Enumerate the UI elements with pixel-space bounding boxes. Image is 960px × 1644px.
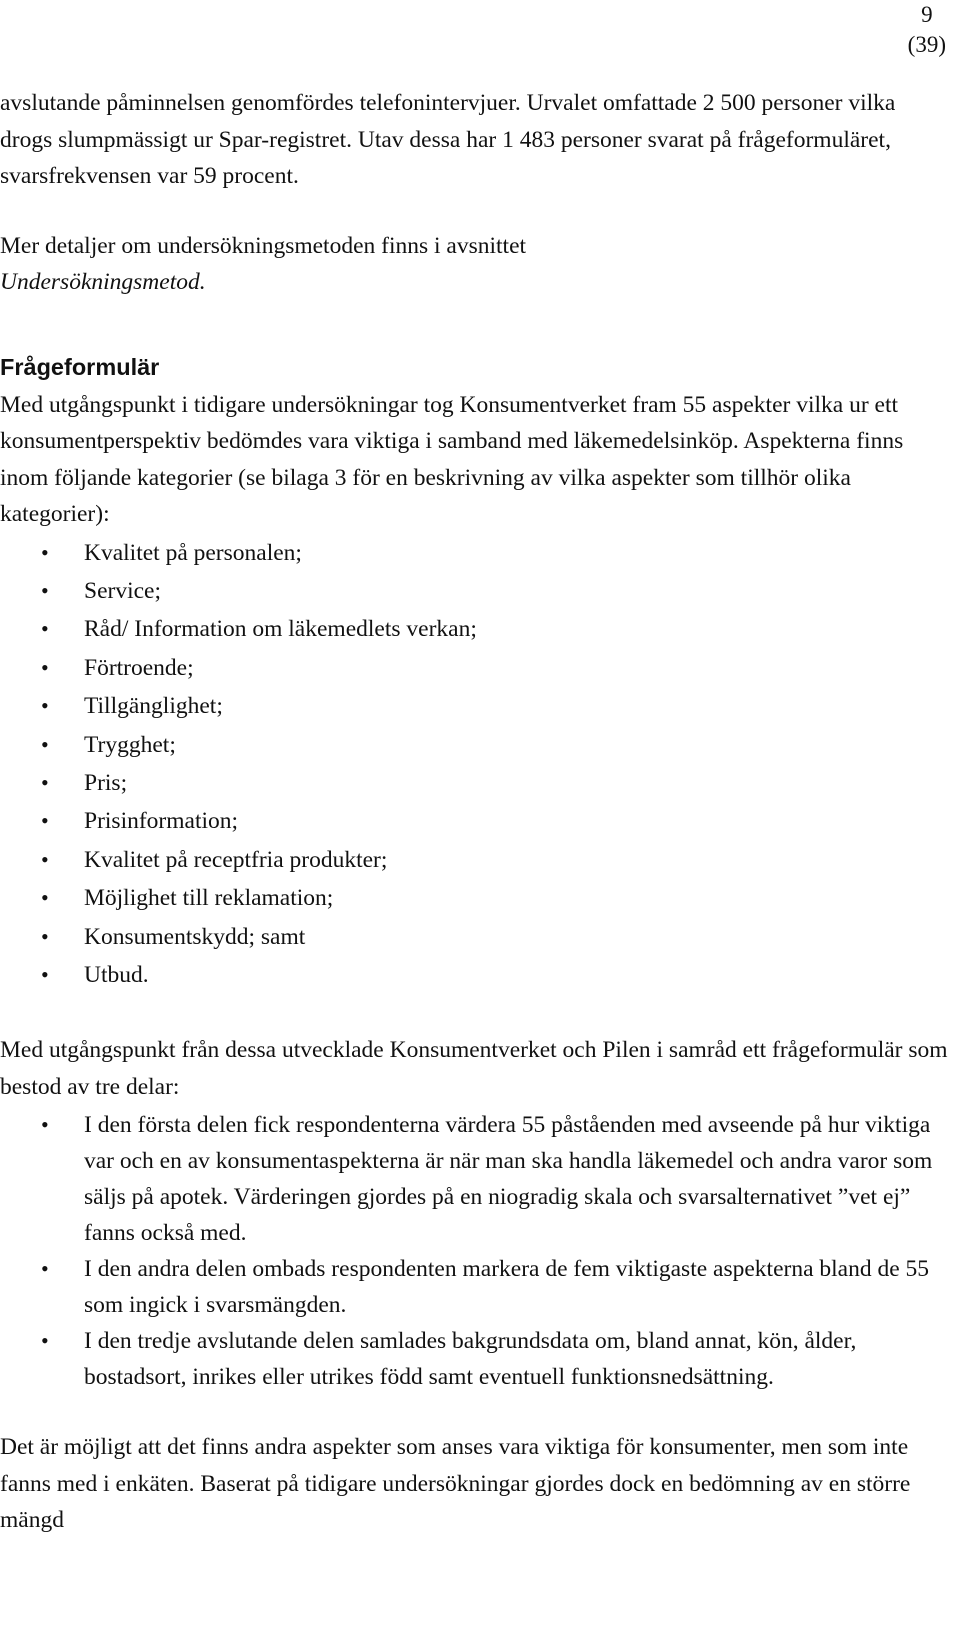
list-item: • I den första delen fick respondenterna värdera 55 påståenden med avseende på hur viktiga var och en av konsumentaspekterna är när man ska handla läkemedel och andra varor som säljs på apotek. Värderingen gjordes på en niogradig skala och svarsalternativet ”vet ej” fanns också med.	[0, 1107, 950, 1251]
list-item: • Konsumentskydd; samt	[0, 918, 950, 956]
bullet-icon: •	[41, 808, 49, 834]
list-item: • Möjlighet till reklamation;	[0, 879, 950, 917]
bullet-icon: •	[41, 693, 49, 719]
section-heading: Frågeformulär	[0, 353, 160, 380]
closing-paragraph: Det är möjligt att det finns andra aspekter som anses vara viktiga för konsumenter, men som inte fanns med i enkäten. Baserat på tidigare undersökningar gjordes dock en bedömning av en större mängd	[0, 1434, 911, 1534]
list-item: • Kvalitet på personalen;	[0, 534, 950, 572]
list-item: • Tillgänglighet;	[0, 687, 950, 725]
bullet-icon: •	[41, 577, 49, 603]
bullet-icon: •	[41, 1328, 49, 1354]
bullet-icon: •	[41, 616, 49, 642]
bullet-icon: •	[41, 654, 49, 680]
list-item: • Råd/ Information om läkemedlets verkan;	[0, 610, 950, 648]
list-item: • Förtroende;	[0, 649, 950, 687]
category-list	[0, 534, 950, 995]
list-item: • Kvalitet på receptfria produkter;	[0, 841, 950, 879]
details-paragraph	[0, 228, 950, 301]
list-item: • Utbud.	[0, 956, 950, 994]
section-paragraph: Med utgångspunkt i tidigare undersökningar tog Konsumentverket fram 55 aspekter vilka ur ett konsumentperspektiv bedömdes vara viktiga i samband med läkemedelsinköp. Aspekterna finns inom följande kategorier (se bilaga 3 för en beskrivning av vilka aspekter som tillhör olika kategorier):	[0, 391, 904, 527]
page-number-current: 9	[921, 2, 933, 27]
bullet-icon: •	[41, 731, 49, 757]
bullet-icon: •	[41, 923, 49, 949]
intro-paragraph: avslutande påminnelsen genomfördes telefonintervjuer. Urvalet omfattade 2 500 personer vilka drogs slumpmässigt ur Spar-registret. Utav dessa har 1 483 personer svarat på frågeformuläret, svarsfrekvensen var 59 procent.	[0, 90, 896, 189]
page-number-total: (39)	[907, 32, 946, 57]
bullet-icon: •	[41, 846, 49, 872]
details-reference: Undersökningsmetod.	[0, 269, 206, 295]
bullet-icon: •	[41, 769, 49, 795]
list-item: • Trygghet;	[0, 726, 950, 764]
details-text: Mer detaljer om undersökningsmetoden finns i avsnittet	[0, 232, 527, 259]
parts-list	[0, 1107, 950, 1395]
page-number	[908, 0, 946, 60]
bullet-icon: •	[41, 961, 49, 987]
bullet-icon: •	[41, 539, 49, 565]
bullet-icon: •	[41, 885, 49, 911]
parts-intro-paragraph: Med utgångspunkt från dessa utvecklade Konsumentverket och Pilen i samråd ett frågeformulär som bestod av tre delar:	[0, 1037, 948, 1100]
list-item: • I den tredje avslutande delen samlades bakgrundsdata om, bland annat, kön, ålder, bostadsort, inrikes eller utrikes född samt eventuell funktionsnedsättning.	[0, 1323, 950, 1395]
bullet-icon: •	[41, 1256, 49, 1282]
list-item: • Prisinformation;	[0, 802, 950, 840]
list-item: • Pris;	[0, 764, 950, 802]
list-item: • Service;	[0, 572, 950, 610]
list-item: • I den andra delen ombads respondenten markera de fem viktigaste aspekterna bland de 55 som ingick i svarsmängden.	[0, 1251, 950, 1323]
page-content	[0, 85, 950, 1539]
bullet-icon: •	[41, 1112, 49, 1138]
